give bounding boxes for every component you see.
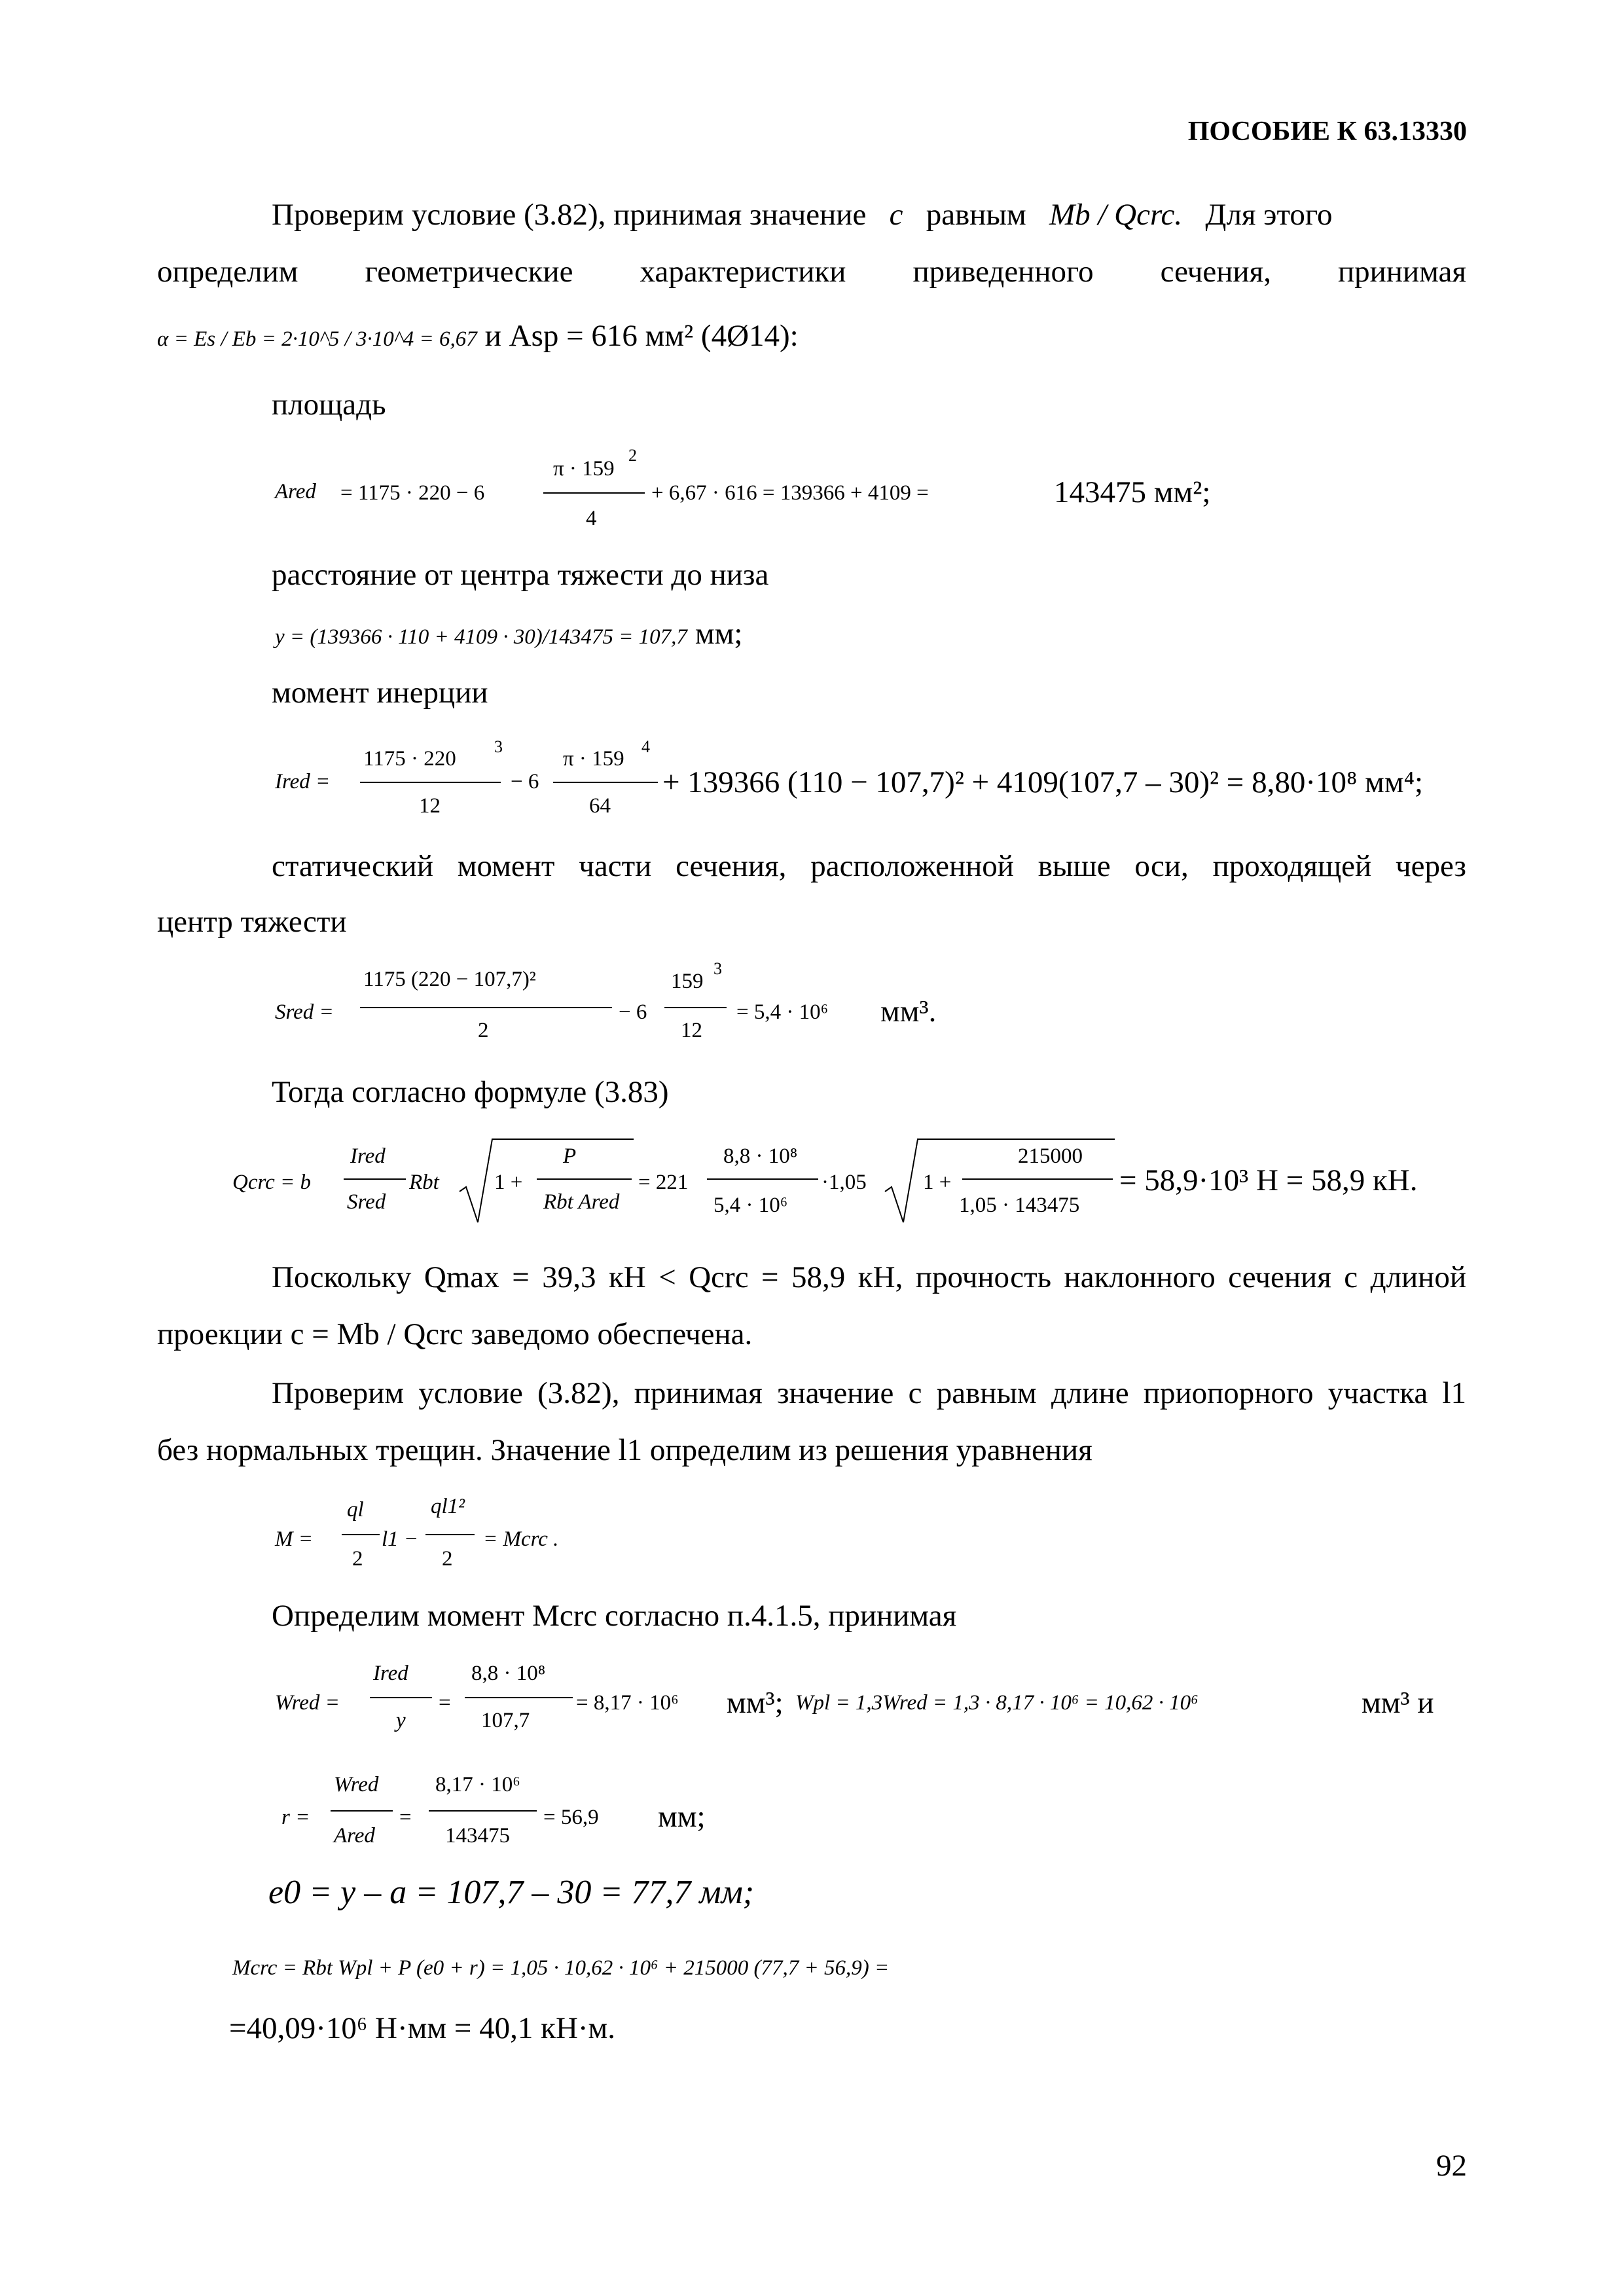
inertia-lhs: Ired = xyxy=(275,770,331,793)
qcrc-f3-num: 8,8 · 10⁸ xyxy=(723,1144,798,1168)
area-term2: + 6,67 · 616 = 139366 + 4109 = xyxy=(651,481,929,505)
static-f2-den: 12 xyxy=(681,1019,702,1042)
wpl-formula: Wpl = 1,3Wred = 1,3 · 8,17 · 10⁶ = 10,62 · 10⁶ xyxy=(795,1691,1199,1715)
qcrc-rbt: Rbt xyxy=(409,1171,439,1194)
area-frac-bar xyxy=(543,492,645,494)
wred-unit: мм³; xyxy=(727,1686,784,1720)
qcrc-f1-den: Sred xyxy=(347,1190,386,1214)
wred-eq: = xyxy=(439,1691,451,1715)
static-unit: мм³. xyxy=(880,994,937,1029)
alpha-formula-line: α = Es / Eb = 2·10^5 / 3·10^4 = 6,67 и Asp = 616 мм² (4Ø14): xyxy=(157,319,799,353)
area-lhs: Ared xyxy=(275,480,316,503)
qcrc-f3-den: 5,4 · 10⁶ xyxy=(713,1194,788,1217)
r-result: = 56,9 xyxy=(543,1806,599,1829)
paragraph-poskolku: Поскольку Qmax = 39,3 кН < Qcrc = 58,9 кН, прочность наклонного сечения с длиной xyxy=(272,1260,1466,1294)
qcrc-f3-bar xyxy=(707,1178,818,1180)
qcrc-f2-bar xyxy=(537,1178,632,1180)
wred-f1-num: Ired xyxy=(373,1662,408,1685)
inertia-f2-exp: 4 xyxy=(641,737,650,756)
qcrc-lhs: Qcrc = b xyxy=(232,1171,312,1194)
label-formula-383: Тогда согласно формуле (3.83) xyxy=(272,1075,669,1109)
area-frac-exp: 2 xyxy=(628,446,637,465)
area-frac-num: π · 159 xyxy=(553,457,615,481)
m-lhs: M = xyxy=(275,1527,314,1551)
inertia-f2-bar xyxy=(553,782,658,783)
qcrc-result: = 58,9·10³ Н = 58,9 кН. xyxy=(1119,1163,1418,1197)
qcrc-eq221: = 221 xyxy=(638,1171,689,1194)
m-f2-num: ql1² xyxy=(431,1495,465,1518)
m-f2-den: 2 xyxy=(442,1547,453,1571)
label-static-moment: статический момент части сечения, расположенной выше оси, проходящей через xyxy=(272,849,1466,883)
paragraph-check-intro: Проверим условие (3.82), принимая значение c равным Mb / Qcrc. Для этого xyxy=(272,198,1333,232)
r-f1-den: Ared xyxy=(334,1824,375,1848)
m-l1: l1 − xyxy=(382,1527,419,1551)
label-inertia: момент инерции xyxy=(272,676,488,710)
wpl-unit: мм³ и xyxy=(1362,1686,1434,1720)
paragraph-check-intro-line2: определим геометрические характеристики приведенного сечения, принимая xyxy=(157,255,1466,289)
inertia-minus6: − 6 xyxy=(511,770,539,793)
m-f2-bar xyxy=(425,1534,475,1535)
paragraph-poskolku-2: проекции c = Mb / Qcrc заведомо обеспечена. xyxy=(157,1317,753,1351)
qcrc-f4-den: 1,05 · 143475 xyxy=(959,1194,1080,1217)
qcrc-one-plus-b: 1 + xyxy=(923,1171,952,1194)
area-term1: = 1175 · 220 − 6 xyxy=(340,481,485,505)
label-distance: расстояние от центра тяжести до низа xyxy=(272,558,769,592)
qcrc-f4-bar xyxy=(962,1178,1113,1180)
label-static-moment-2: центр тяжести xyxy=(157,905,347,939)
equation-y: y = (139366 · 110 + 4109 · 30)/143475 = 107,7 мм; xyxy=(275,617,743,651)
equation-mcrc-line1: Mcrc = Rbt Wpl + P (e0 + r) = 1,05 · 10,62 · 10⁶ + 215000 (77,7 + 56,9) = xyxy=(232,1956,890,1980)
r-f2-den: 143475 xyxy=(445,1824,510,1848)
r-lhs: r = xyxy=(281,1806,310,1829)
qcrc-mul105: ·1,05 xyxy=(821,1171,867,1194)
wred-result: = 8,17 · 10⁶ xyxy=(576,1691,679,1715)
static-f2-num: 159 xyxy=(671,970,704,993)
inertia-rest: + 139366 (110 − 107,7)² + 4109(107,7 – 30)² = 8,80·10⁸ мм⁴; xyxy=(662,765,1424,799)
r-f1-num: Wred xyxy=(334,1773,379,1796)
equation-mcrc-line2: =40,09·10⁶ Н·мм = 40,1 кН·м. xyxy=(229,2011,616,2045)
wred-f2-num: 8,8 · 10⁸ xyxy=(471,1662,546,1685)
wred-f2-den: 107,7 xyxy=(481,1709,530,1732)
qcrc-f4-num: 215000 xyxy=(1018,1144,1083,1168)
inertia-f1-bar xyxy=(360,782,501,783)
qcrc-f1-num: Ired xyxy=(350,1144,386,1168)
label-mcrc-intro: Определим момент Mcrc согласно п.4.1.5, принимая xyxy=(272,1599,957,1633)
inertia-f1-exp: 3 xyxy=(494,737,503,756)
qcrc-f2-den: Rbt Ared xyxy=(543,1190,620,1214)
wred-f2-bar xyxy=(465,1697,573,1698)
inertia-f1-den: 12 xyxy=(419,794,441,818)
static-f1-den: 2 xyxy=(478,1019,489,1042)
static-f2-exp: 3 xyxy=(713,959,722,978)
document-header: ПОСОБИЕ К 63.13330 xyxy=(1187,117,1467,147)
paragraph-check-2-line2: без нормальных трещин. Значение l1 определим из решения уравнения xyxy=(157,1433,1092,1467)
r-eq: = xyxy=(399,1806,412,1829)
inertia-f2-num: π · 159 xyxy=(563,747,624,771)
static-result: = 5,4 · 10⁶ xyxy=(736,1000,829,1024)
r-f2-bar xyxy=(429,1810,537,1812)
area-result: 143475 мм²; xyxy=(1054,475,1211,509)
r-f1-bar xyxy=(331,1810,393,1812)
static-f1-bar xyxy=(360,1007,612,1008)
qcrc-f1-bar xyxy=(344,1178,406,1180)
static-minus6: − 6 xyxy=(619,1000,647,1024)
m-f1-num: ql xyxy=(347,1498,364,1522)
paragraph-check-2: Проверим условие (3.82), принимая значение c равным длине приопорного участка l1 xyxy=(272,1376,1466,1410)
area-frac-den: 4 xyxy=(586,507,597,530)
r-unit: мм; xyxy=(658,1800,706,1834)
qcrc-f2-num: P xyxy=(563,1144,577,1168)
static-f2-bar xyxy=(664,1007,727,1008)
inertia-f2-den: 64 xyxy=(589,794,611,818)
inertia-f1-num: 1175 · 220 xyxy=(363,747,456,771)
r-f2-num: 8,17 · 10⁶ xyxy=(435,1773,520,1796)
m-f1-den: 2 xyxy=(352,1547,363,1571)
page-number: 92 xyxy=(1436,2149,1467,2183)
m-f1-bar xyxy=(342,1534,380,1535)
static-lhs: Sred = xyxy=(275,1000,334,1024)
qcrc-one-plus: 1 + xyxy=(494,1171,523,1194)
qcrc-sqrt-1 xyxy=(458,1136,635,1228)
wred-f1-den: y xyxy=(396,1709,406,1732)
m-rhs: = Mcrc . xyxy=(483,1527,559,1551)
static-f1-num: 1175 (220 − 107,7)² xyxy=(363,968,536,991)
equation-e0: e0 = y – a = 107,7 – 30 = 77,7 мм; xyxy=(268,1874,755,1911)
wred-lhs: Wred = xyxy=(275,1691,340,1715)
label-area: площадь xyxy=(272,388,386,422)
wred-f1-bar xyxy=(370,1697,432,1698)
